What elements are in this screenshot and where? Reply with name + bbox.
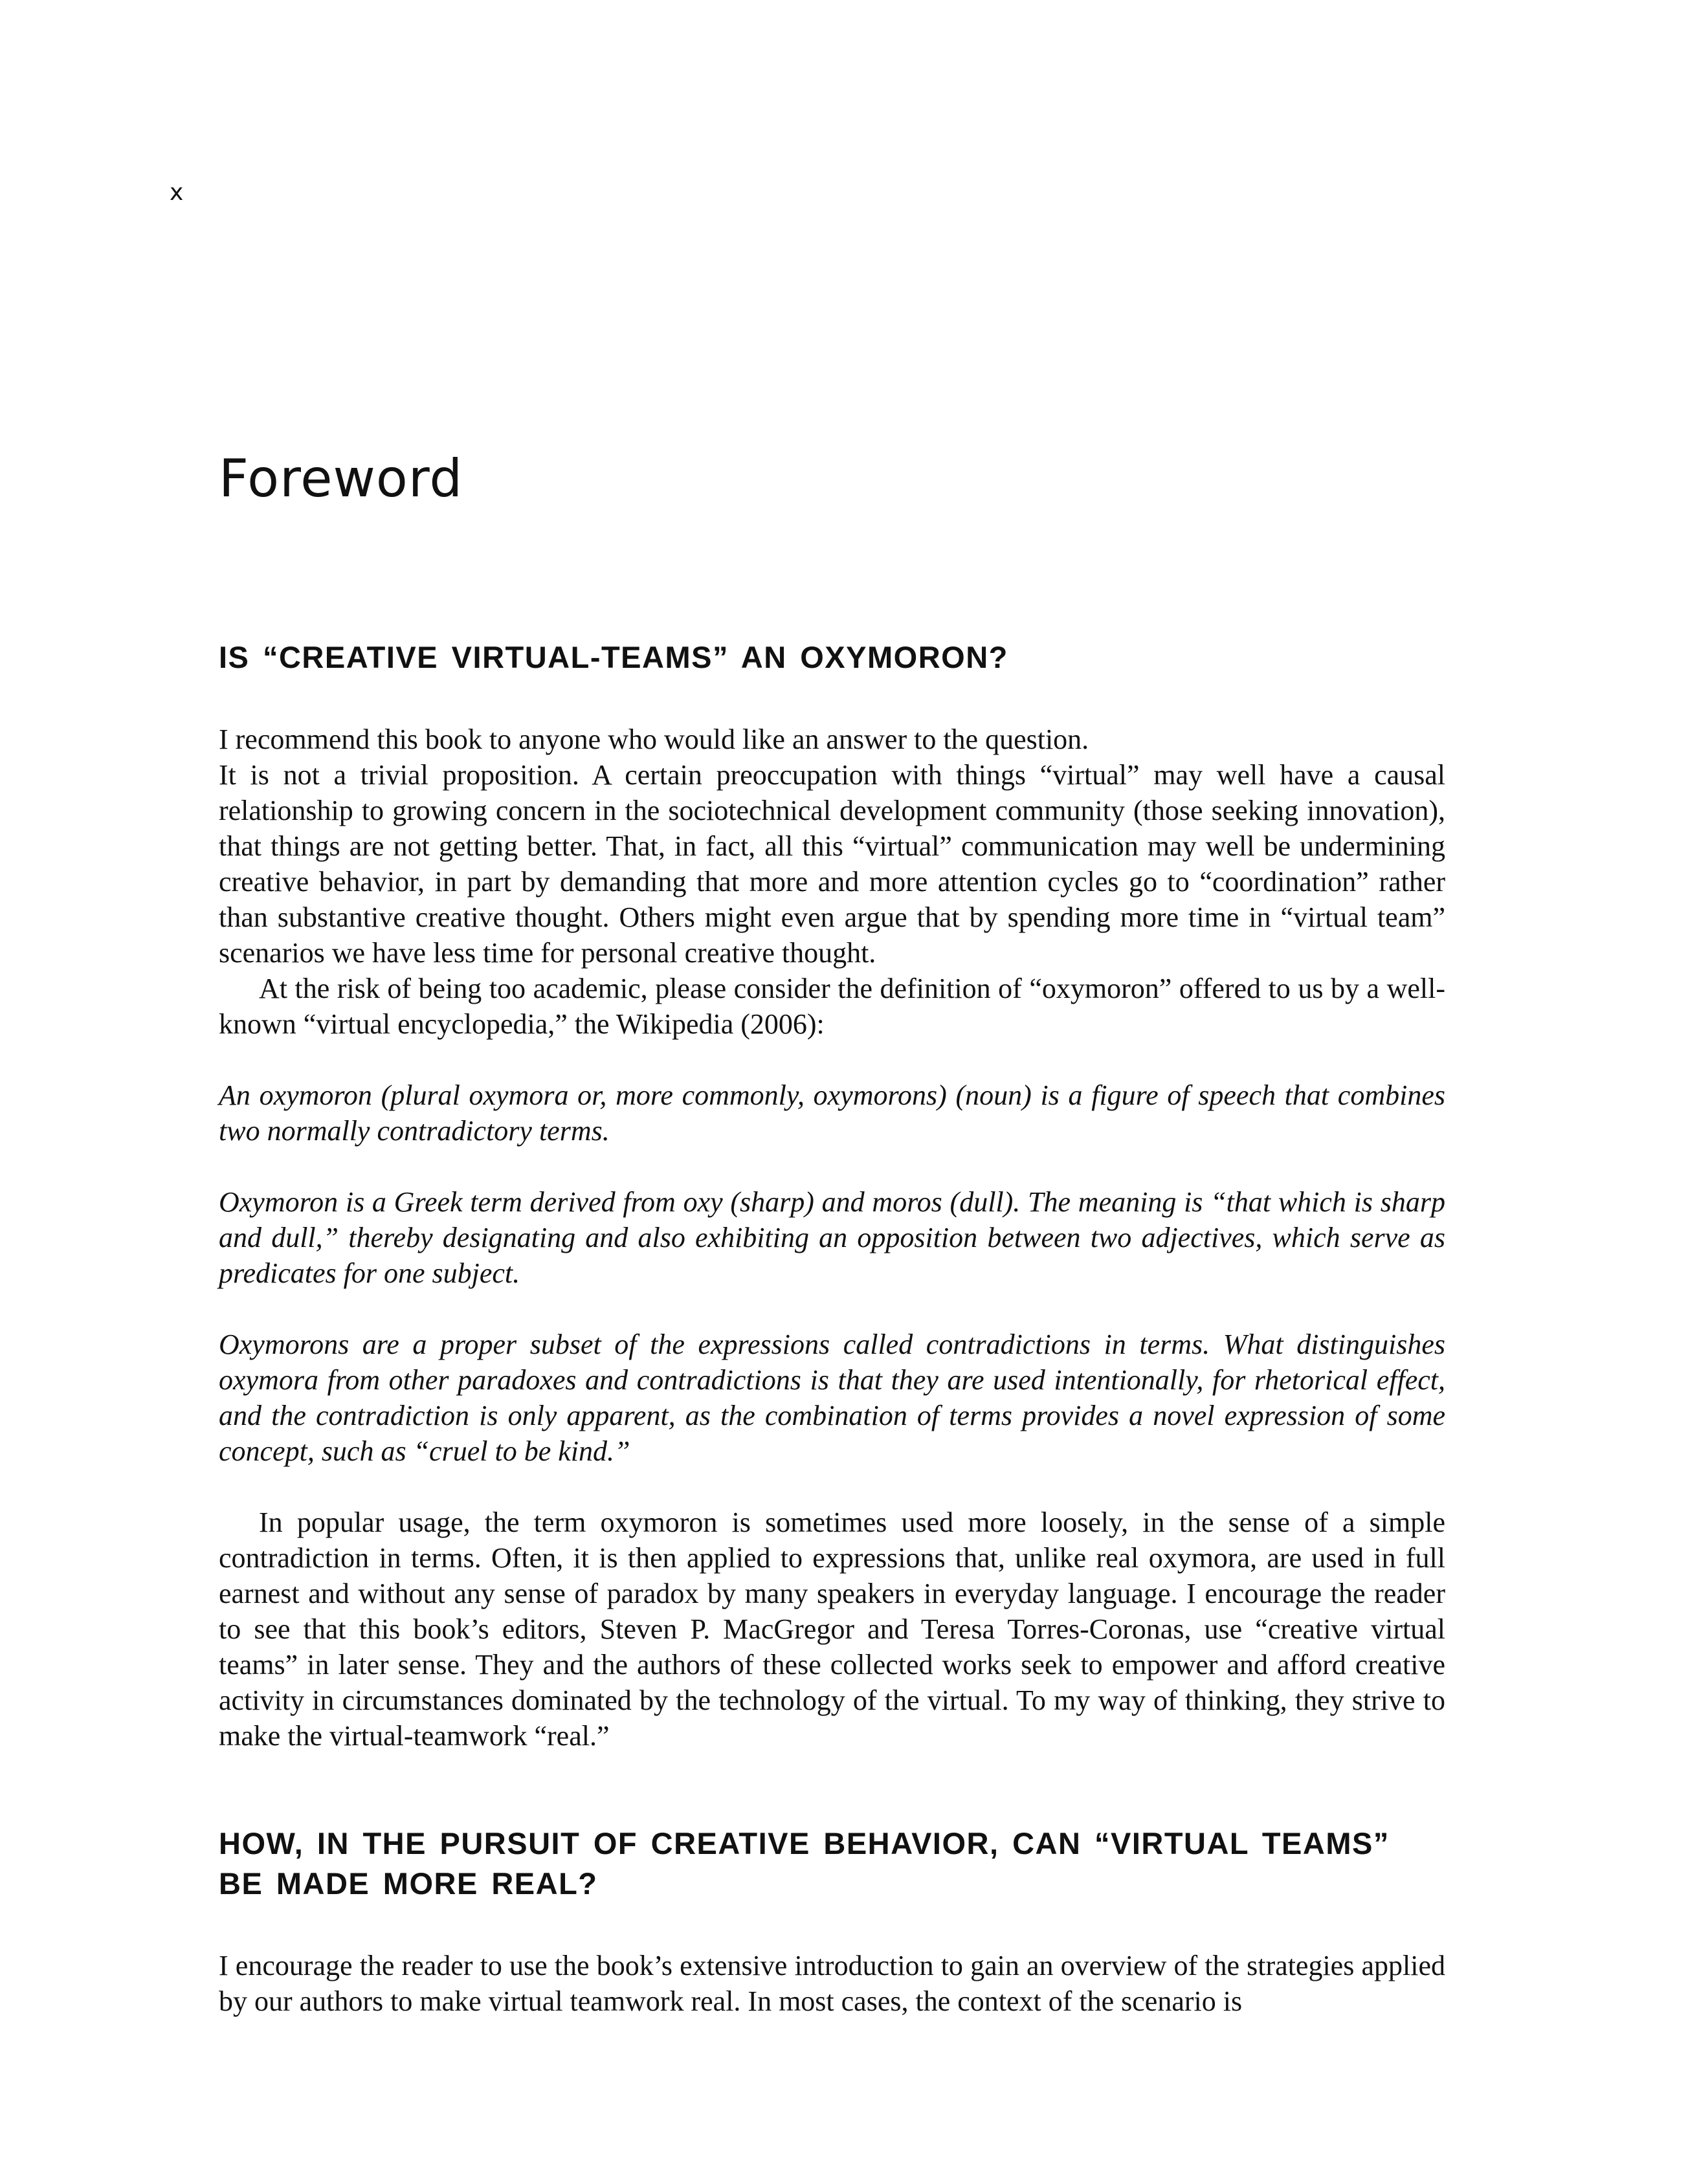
section-heading-virtual-teams: HOW, IN THE PURSUIT OF CREATIVE BEHAVIOR, CAN “VIRTUAL TEAMS” BE MADE MORE REAL?	[219, 1826, 1390, 1901]
paragraph: I encourage the reader to use the book’s extensive introduction to gain an overview of the strategies applied by our authors to make virtual teamwork real. In most cases, the context of the scenario is	[219, 1950, 1445, 2017]
body-text	[219, 637, 1445, 2019]
paragraph: At the risk of being too academic, please consider the definition of “oxymoron” offered to us by a well-known “virtual encyclopedia,” the Wikipedia (2006):	[219, 973, 1445, 1040]
block-quote: Oxymoron is a Greek term derived from oxy (sharp) and moros (dull). The meaning is “that which is sharp and dull,” thereby designating and also exhibiting an opposition between two adjectives, which serve as predicates for one subject.	[219, 1186, 1445, 1289]
block-quote: An oxymoron (plural oxymora or, more commonly, oxymorons) (noun) is a figure of speech that combines two normally contradictory terms.	[219, 1079, 1445, 1147]
page-number: x	[170, 179, 184, 206]
chapter-title: Foreword	[219, 448, 463, 509]
paragraph: It is not a trivial proposition. A certain preoccupation with things “virtual” may well have a causal relationship to growing concern in the sociotechnical development community (those seeking innovation), that things are not getting better. That, in fact, all this “virtual” communication may well be undermining creative behavior, in part by demanding that more and more attention cycles go to “coordination” rather than substantive creative thought. Others might even argue that by spending more time in “virtual team” scenarios we have less time for personal creative thought.	[219, 759, 1445, 969]
paragraph: I recommend this book to anyone who would like an answer to the question.	[219, 723, 1089, 755]
block-quote: Oxymorons are a proper subset of the expressions called contradictions in terms. What distinguishes oxymora from other paradoxes and contradictions is that they are used intentionally, for rhetorical effect, and the contradiction is only apparent, as the combination of terms provides a novel expression of some concept, such as “cruel to be kind.”	[219, 1329, 1445, 1467]
section-heading-oxymoron: IS “CREATIVE VIRTUAL-TEAMS” AN OXYMORON?	[219, 640, 1008, 674]
paragraph: In popular usage, the term oxymoron is sometimes used more loosely, in the sense of a simple contradiction in terms. Often, it is then applied to expressions that, unlike real oxymora, are used in full earnest and without any sense of paradox by many speakers in everyday language. I encourage the reader to see that this book’s editors, Steven P. MacGregor and Teresa Torres-Coronas, use “creative virtual teams” in later sense. They and the authors of these collected works seek to empower and afford creative activity in circumstances dominated by the technology of the virtual. To my way of thinking, they strive to make the virtual-teamwork “real.”	[219, 1506, 1445, 1752]
